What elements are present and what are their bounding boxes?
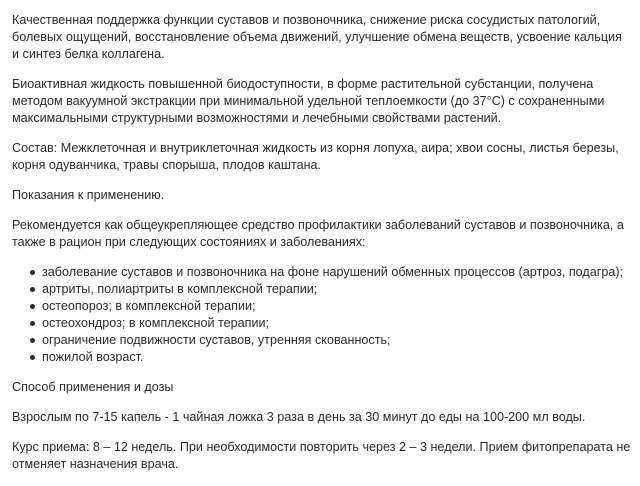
dosage-paragraph: Взрослым по 7-15 капель - 1 чайная ложка 3 раза в день за 30 минут до еды на 100-200 мл воды. bbox=[12, 410, 586, 424]
product-description bbox=[12, 12, 632, 486]
list-item: заболевание суставов и позвоночника на фоне нарушений обменных процессов (артроз, подагра); bbox=[42, 264, 632, 281]
benefits-paragraph: Качественная поддержка функции суставов и позвоночника, снижение риска сосудистых патологий, болевых ощущений, восстановление объема движений, улучшение обмена веществ, усвоение кальция и синтез белка коллагена. bbox=[12, 13, 622, 61]
indications-heading: Показания к применению. bbox=[12, 188, 165, 202]
recommendation-paragraph: Рекомендуется как общеукрепляющее средство профилактики заболеваний суставов и позвоночника, а также в рацион при следующих состояниях и заболеваниях: bbox=[12, 218, 624, 249]
composition-paragraph: Состав: Межклеточная и внутриклеточная жидкость из корня лопуха, аира; хвои сосны, листья березы, корня одуванчика, травы спорыша, плодов каштана. bbox=[12, 141, 619, 172]
bioactive-liquid-paragraph: Биоактивная жидкость повышенной биодоступности, в форме растительной субстанции, получена методом вакуумной экстракции при минимальной удельной теплоемкости (до 37°С) с сохраненными максимальными структурными возможностями и лечебными свойствами растений. bbox=[12, 77, 605, 125]
list-item: ограничение подвижности суставов, утренняя скованность; bbox=[42, 332, 632, 349]
indications-list bbox=[12, 264, 632, 366]
list-item: остеохондроз; в комплексной терапии; bbox=[42, 315, 632, 332]
course-paragraph: Курс приема: 8 – 12 недель. При необходимости повторить через 2 – 3 недели. Прием фитопрепарата не отменяет назначения врача. bbox=[12, 440, 631, 471]
list-item: артриты, полиартриты в комплексной терапии; bbox=[42, 281, 632, 298]
list-item: пожилой возраст. bbox=[42, 349, 632, 366]
dosage-heading: Способ применения и дозы bbox=[12, 380, 174, 394]
list-item: остеопороз; в комплексной терапии; bbox=[42, 298, 632, 315]
